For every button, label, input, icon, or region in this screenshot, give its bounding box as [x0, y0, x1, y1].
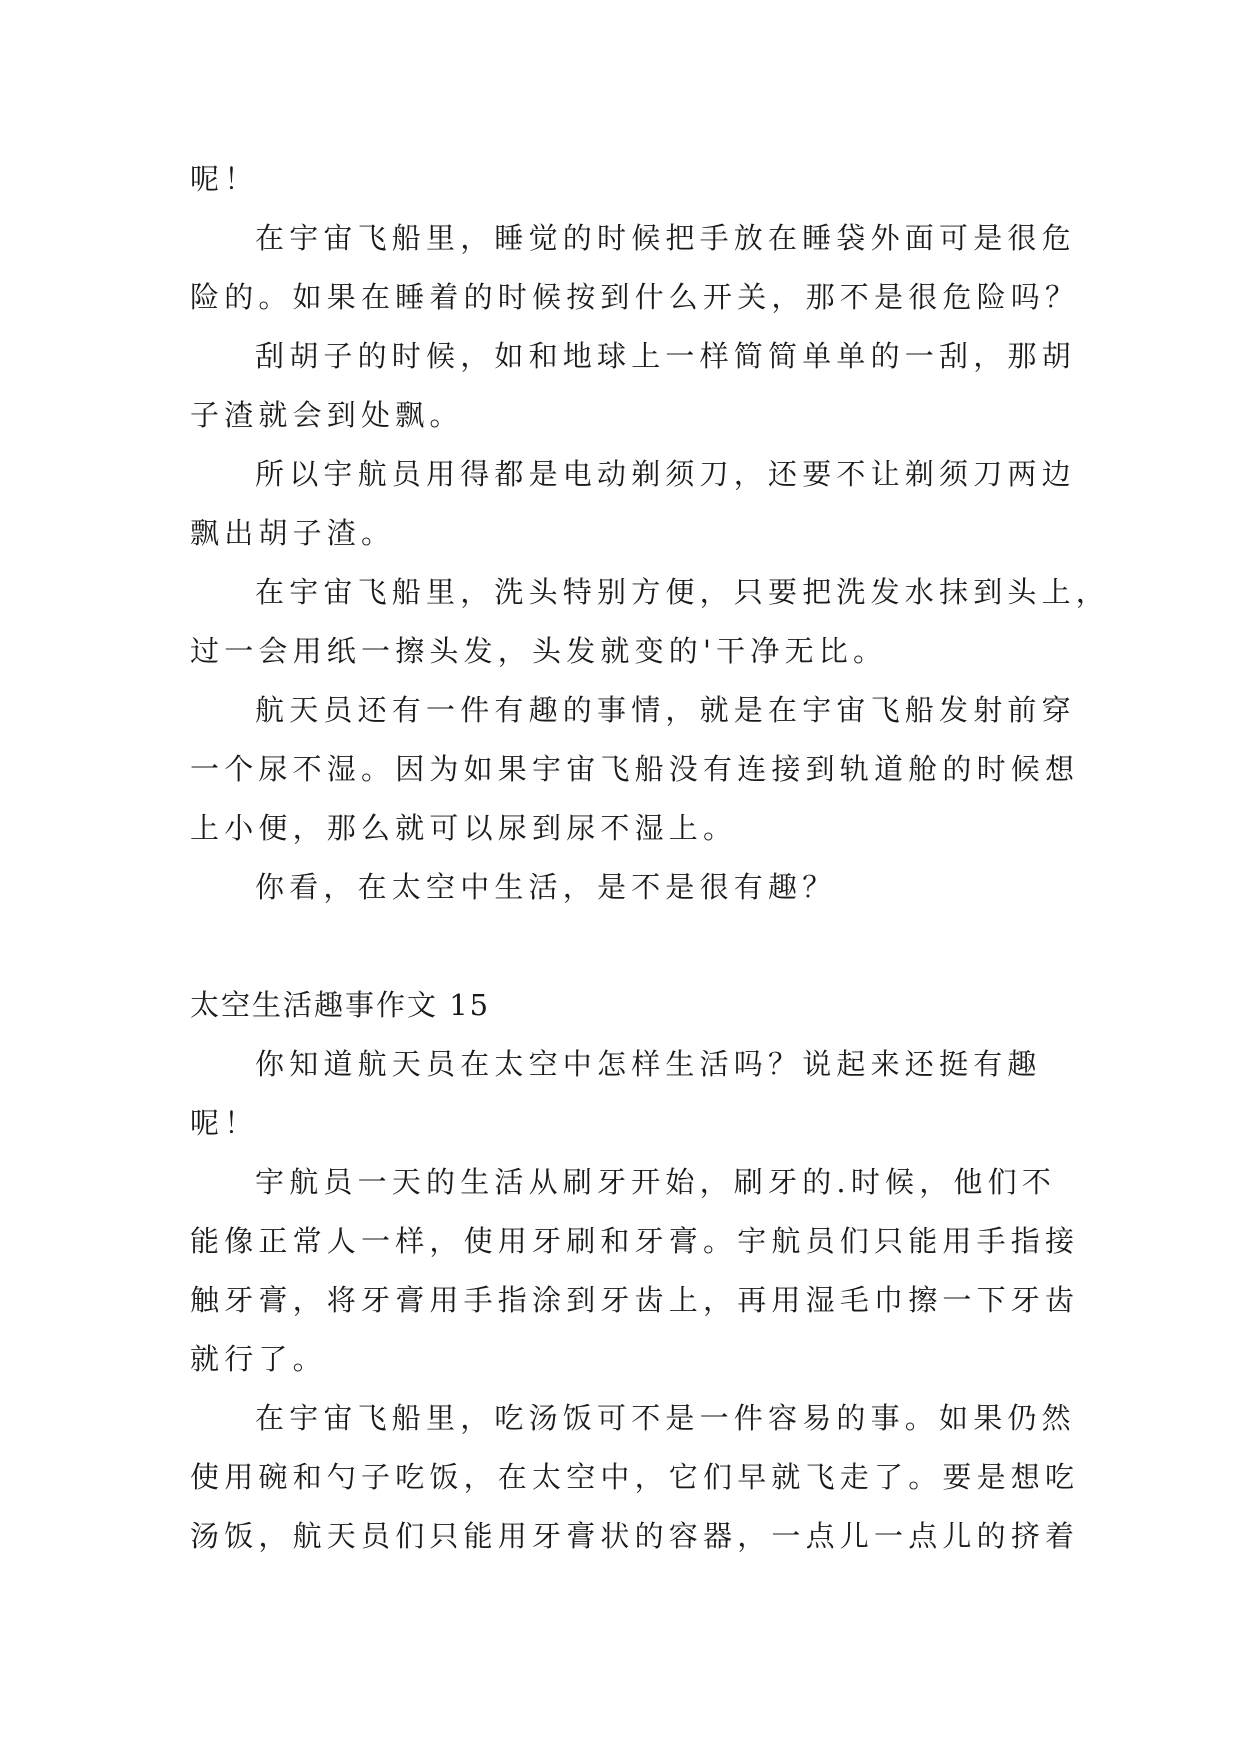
text-line: 在宇宙飞船里，洗头特别方便，只要把洗发水抹到头上，	[255, 575, 1111, 609]
text-line: 能像正常人一样，使用牙刷和牙膏。宇航员们只能用手指接	[190, 1224, 1080, 1258]
text-line: 就行了。	[190, 1342, 327, 1376]
text-line: 上小便，那么就可以尿到尿不湿上。	[190, 811, 738, 845]
text-line: 你看，在太空中生活，是不是很有趣？	[255, 870, 837, 904]
text-line: 你知道航天员在太空中怎样生活吗？说起来还挺有趣	[255, 1047, 1042, 1081]
document-body	[190, 150, 1111, 1566]
text-line: 过一会用纸一擦头发，头发就变的'干净无比。	[190, 634, 888, 668]
text-line: 一个尿不湿。因为如果宇宙飞船没有连接到轨道舱的时候想	[190, 752, 1080, 786]
text-block-after-heading	[190, 1035, 1080, 1566]
text-line: 呢！	[190, 1106, 259, 1140]
text-line: 所以宇航员用得都是电动剃须刀，还要不让剃须刀两边	[255, 457, 1076, 491]
text-line: 在宇宙飞船里，吃汤饭可不是一件容易的事。如果仍然	[255, 1401, 1076, 1435]
text-line: 触牙膏，将牙膏用手指涂到牙齿上，再用湿毛巾擦一下牙齿	[190, 1283, 1080, 1317]
text-line: 刮胡子的时候，如和地球上一样简简单单的一刮，那胡	[255, 339, 1076, 373]
text-line: 飘出胡子渣。	[190, 516, 396, 550]
text-line: 险的。如果在睡着的时候按到什么开关，那不是很危险吗？	[190, 280, 1080, 314]
section-heading: 太空生活趣事作文 15	[190, 988, 491, 1022]
section-gap	[190, 917, 1070, 976]
text-line: 使用碗和勺子吃饭，在太空中，它们早就飞走了。要是想吃	[190, 1460, 1080, 1494]
text-line: 汤饭，航天员们只能用牙膏状的容器，一点儿一点儿的挤着	[190, 1519, 1080, 1553]
text-line: 子渣就会到处飘。	[190, 398, 464, 432]
text-line: 航天员还有一件有趣的事情，就是在宇宙飞船发射前穿	[255, 693, 1076, 727]
text-line: 在宇宙飞船里，睡觉的时候把手放在睡袋外面可是很危	[255, 221, 1076, 255]
text-block-before-heading	[190, 150, 1111, 917]
text-line: 宇航员一天的生活从刷牙开始，刷牙的.时候，他们不	[255, 1165, 1057, 1199]
text-line: 呢！	[190, 162, 259, 196]
